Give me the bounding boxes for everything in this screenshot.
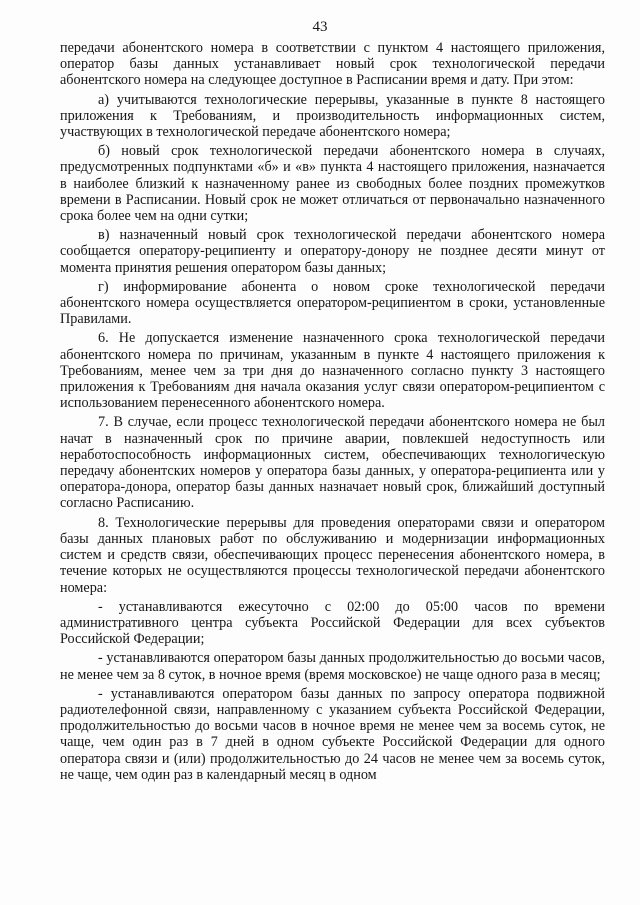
dash-item-on-request: - устанавливаются оператором базы данных по запросу оператора подвижной радиотелефонной связи, направленному с указанием субъекта Российской Федерации, продолжительностью до восьми часов в ночное время не менее чем за восемь суток, не чаще, чем один раз в 7 дней в одном субъекте Российской Федерации для одного оператора связи и (или) продолжительностью до 24 часов не менее чем за восемь суток, не чаще, чем один раз в календарный месяц в одном [60,685,605,783]
document-body [60,40,605,786]
dash-item-monthly: - устанавливаются оператором базы данных продолжительностью до восьми часов, не менее чем за 8 суток, в ночное время (время московское) не чаще одного раза в месяц; [60,650,605,683]
paragraph-7: 7. В случае, если процесс технологической передачи абонентского номера не был начат в назначенный срок по причине аварии, повлекшей недоступность или неработоспособность информационных систем, обеспечивающих технологическую передачу абонентских номеров у оператора базы данных, у оператора-реципиента или у оператора-донора, оператор базы данных назначает новый срок, ближайший доступный согласно Расписанию. [60,414,605,512]
paragraph-8: 8. Технологические перерывы для проведения операторами связи и оператором базы данных плановых работ по обслуживанию и модернизации информационных систем и средств связи, обеспечивающих процесс перенесения абонентского номера, в течение которых не осуществляются процессы технологической передачи абонентского номера: [60,514,605,596]
paragraph-item-g: г) информирование абонента о новом сроке технологической передачи абонентского номера осуществляется оператором-реципиентом в сроки, установленные Правилами. [60,278,605,328]
paragraph-6: 6. Не допускается изменение назначенного срока технологической передачи абонентского номера по причинам, указанным в пункте 4 настоящего приложения к Требованиям, менее чем за три дня до назначенного согласно пункту 3 настоящего приложения к Требованиям дня начала оказания услуг связи оператором-реципиентом с использованием перенесенного абонентского номера. [60,330,605,412]
dash-item-daily: - устанавливаются ежесуточно с 02:00 до 05:00 часов по времени административного центра субъекта Российской Федерации для всех субъектов Российской Федерации; [60,598,605,648]
paragraph-item-v: в) назначенный новый срок технологической передачи абонентского номера сообщается оператору-реципиенту и оператору-донору не позднее десяти минут от момента принятия решения оператором базы данных; [60,227,605,276]
paragraph-item-a: а) учитываются технологические перерывы, указанные в пункте 8 настоящего приложения к Требованиям, и производительность информационных систем, участвующих в технологической передаче абонентского номера; [60,91,605,141]
page-number: 43 [312,19,328,35]
paragraph-continuation: передачи абонентского номера в соответствии с пунктом 4 настоящего приложения, оператор базы данных устанавливает новый срок технологической передачи абонентского номера на следующее доступное в Расписании время и дату. При этом: [60,40,605,89]
paragraph-item-b: б) новый срок технологической передачи абонентского номера в случаях, предусмотренных подпунктами «б» и «в» пункта 4 настоящего приложения, назначается в наиболее близкий к назначенному ранее из свободных более поздних промежутков времени в Расписании. Новый срок не может отличаться от первоначально назначенного срока более чем на одни сутки; [60,143,605,225]
